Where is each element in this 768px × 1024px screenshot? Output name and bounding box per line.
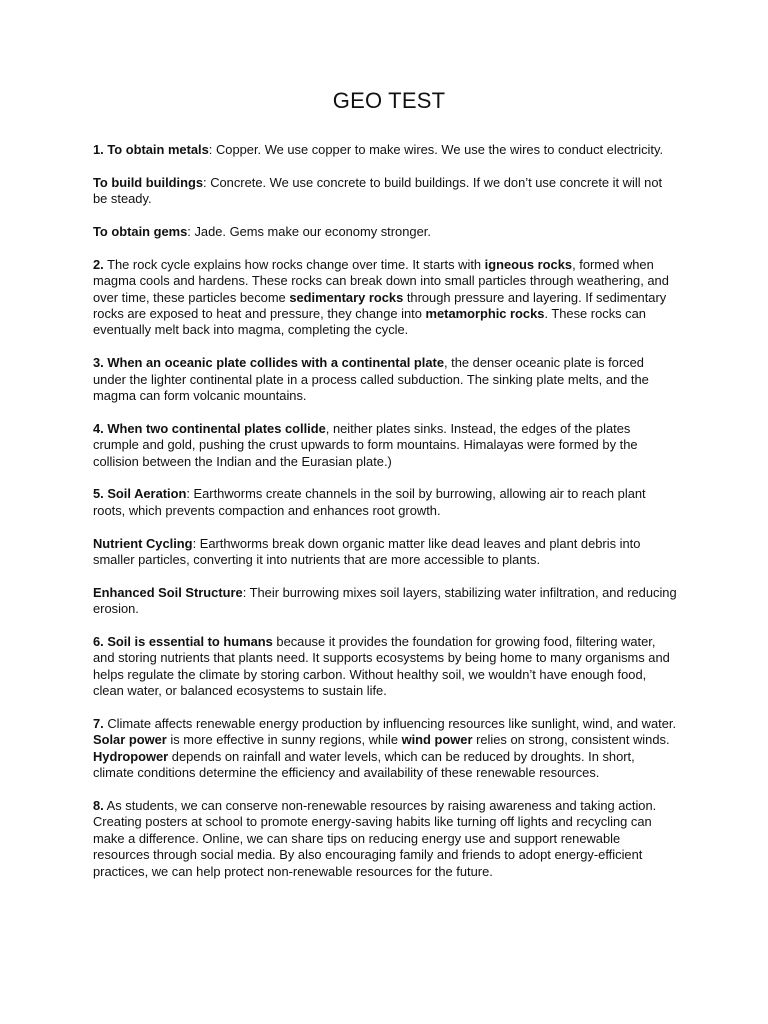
bold-run: 2. <box>93 256 104 272</box>
text-run: . These rocks can eventually melt back into magma, completing the cycle. <box>93 306 646 338</box>
paragraph <box>93 585 677 618</box>
text-run: depends on rainfall and water levels, which can be reduced by droughts. In short, climate conditions determine the efficiency and availability of these renewable resources. <box>93 748 635 781</box>
bold-run: igneous rocks <box>484 256 573 272</box>
bold-run: metamorphic rocks <box>425 306 545 322</box>
paragraph <box>93 257 677 339</box>
text-run: through pressure and layering. If sedimentary rocks are exposed to heat and pressure, they change into <box>93 289 667 322</box>
paragraph <box>93 716 677 782</box>
bold-run: Solar power <box>93 732 167 748</box>
document-page <box>93 88 677 897</box>
paragraph <box>93 175 677 208</box>
bold-run: 5. Soil Aeration <box>93 486 187 502</box>
text-run: : Concrete. We use concrete to build buildings. If we don’t use concrete it will not be steady. <box>93 174 663 207</box>
document-body <box>93 142 677 880</box>
paragraph <box>93 142 677 158</box>
text-run: The rock cycle explains how rocks change over time. It starts with <box>103 256 485 272</box>
bold-run: Nutrient Cycling <box>93 535 193 551</box>
paragraph <box>93 486 677 519</box>
text-run: : Their burrowing mixes soil layers, stabilizing water infiltration, and reducing erosion. <box>93 584 677 617</box>
text-run: because it provides the foundation for growing food, filtering water, and storing nutrients that plants need. It supports ecosystems by being home to many organisms and helps regulate the climate by storing carbon. Without healthy soil, we wouldn’t have enough food, clean water, or balanced ecosystems to sustain life. <box>93 634 670 699</box>
bold-run: 1. To obtain metals <box>93 142 209 157</box>
bold-run: 4. When two continental plates collide <box>93 420 326 436</box>
paragraph <box>93 536 677 569</box>
text-run: : Jade. Gems make our economy stronger. <box>187 224 431 239</box>
text-run: relies on strong, consistent winds. <box>472 732 670 748</box>
text-run: Climate affects renewable energy production by influencing resources like sunlight, wind, and water. <box>103 716 677 732</box>
text-run: As students, we can conserve non-renewable resources by raising awareness and taking action. Creating posters at school to promote energy-saving habits like turning off lights and recycling can make a difference. Online, we can share tips on reducing energy use and support renewable resources through social media. By also encouraging family and friends to adopt energy-efficient practices, we can help protect non-renewable resources for the future. <box>93 798 657 879</box>
text-run: : Earthworms break down organic matter like dead leaves and plant debris into smaller particles, converting it into nutrients that are more accessible to plants. <box>93 535 641 568</box>
text-run: is more effective in sunny regions, while <box>166 732 402 748</box>
bold-run: 8. <box>93 798 104 814</box>
text-run: , the denser oceanic plate is forced under the lighter continental plate in a process called subduction. The sinking plate melts, and the magma can form volcanic mountains. <box>93 355 649 404</box>
paragraph <box>93 421 677 470</box>
paragraph <box>93 355 677 404</box>
text-run: , neither plates sinks. Instead, the edges of the plates crumple and gold, pushing the crust upwards to form mountains. Himalayas were formed by the collision between the Indian and the Eurasian plate.) <box>93 420 638 469</box>
bold-run: 7. <box>93 716 104 732</box>
bold-run: To obtain gems <box>93 224 188 239</box>
bold-run: wind power <box>401 732 473 748</box>
document-title: GEO TEST <box>332 88 446 113</box>
paragraph <box>93 224 677 240</box>
bold-run: Hydropower <box>93 748 169 764</box>
bold-run: To build buildings <box>93 174 204 190</box>
bold-run: 6. Soil is essential to humans <box>93 634 273 650</box>
bold-run: Enhanced Soil Structure <box>93 584 243 600</box>
text-run: : Copper. We use copper to make wires. We use the wires to conduct electricity. <box>208 142 664 157</box>
paragraph <box>93 798 677 880</box>
bold-run: 3. When an oceanic plate collides with a continental plate <box>93 355 444 371</box>
bold-run: sedimentary rocks <box>289 289 404 305</box>
paragraph <box>93 634 677 700</box>
text-run: : Earthworms create channels in the soil by burrowing, allowing air to reach plant roots, which prevents compaction and enhances root growth. <box>93 486 646 518</box>
text-run: , formed when magma cools and hardens. These rocks can break down into small particles through weathering, and over time, these particles become <box>93 256 669 305</box>
